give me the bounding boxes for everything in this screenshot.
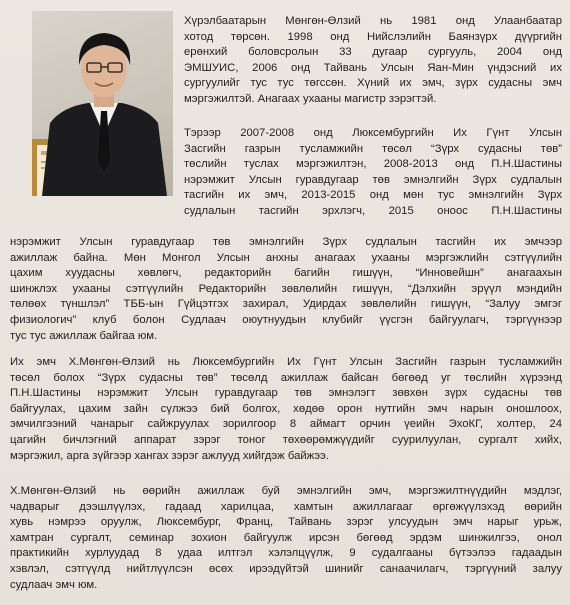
text-line: мэргэжил, арга зүйгээр хангах зэрэг ажлууд хийгдэж байжээ. <box>10 449 329 462</box>
text-line: хувь нэмрээ оруулж, Люксембург, Франц, Тайвань зэрэг улсуудын эмч нарыг урьж, <box>10 516 562 529</box>
text-line: тасгийн их эмч, 2013-2015 онд мөн тус эмнэлгийн Зүрх <box>184 189 562 202</box>
text-line: нэрэмжит Улсын гуравдугаар төв эмнэлгийн Зүрх судлалын тасгийн их эмчээр <box>10 236 562 248</box>
text-line: судлаач эмч юм. <box>10 578 98 591</box>
text-line: төслийн туслах мэргэжилтэн, 2008-2013 онд П.Н.Шастины <box>184 158 562 171</box>
achievements-paragraph <box>10 484 562 593</box>
text-line: ЭМШУИС, 2006 онд Тайвань Улсын Яан-Мин үндэсний их <box>184 61 562 74</box>
career-paragraph-continued <box>10 235 562 344</box>
text-line: нэрэмжит Улсын гуравдугаар төв эмнэлгийн Зүрх судлалын <box>184 173 562 186</box>
text-line: ерөнхий боловсролын 33 дугаар сургууль, 2004 онд <box>184 46 562 59</box>
text-line: судлалын тасгийн эрхлэгч, 2015 оноос П.Н.Шастины <box>184 204 562 217</box>
text-line: эмчилгээний чанарыг сайжруулах зорилгоор 8 аймагт орчин үеийн ЭхоКГ, холтер, 24 <box>10 418 562 431</box>
text-line: мэргэжилтэй. Анагаах ухааны магистр зэрэгтэй. <box>184 92 437 105</box>
text-line: ажиллаж байна. Мөн Монгол Улсын анхны анагаах ухааны мэргэжлийн сэтгүүлийн <box>10 251 562 264</box>
project-paragraph <box>10 355 562 464</box>
text-line: сургуулийг тус тус төгссөн. Хүний их эмч, зүрх судасны эмч <box>184 77 562 90</box>
bio-paragraph-1 <box>184 14 562 108</box>
text-line: шинжлэх ухааны сэтгүүлийн Редакторийн зөвлөлийн гишүүн, “Дэлхийн эрүүл мэндийн <box>10 282 562 295</box>
career-paragraph <box>184 126 562 220</box>
text-line: Хүрэлбаатарын Мөнгөн-Өлзий нь 1981 онд Улаанбаатар <box>184 15 562 27</box>
text-line: хэвлэл, сэтгүүлд нийтлүүлсэн өсөх ирээдүйтэй шинийг санаачилагч, тэргүүний залуу <box>10 562 562 575</box>
portrait-illustration <box>32 11 173 196</box>
text-line: хамтран сургалт, семинар зохион байгуулж ирсэн бөгөөд эрдэм шинжилгээ, онол <box>10 531 562 544</box>
text-line: Тэрээр 2007-2008 онд Люксембургийн Их Гүнт Улсын <box>184 127 562 139</box>
portrait-photo <box>32 11 173 196</box>
text-line: цахим хуудасны хөвлөгч, редакторийн багийн гишүүн, “Инновейшн” анагаахын <box>10 267 562 280</box>
text-line: тус тус ажиллаж байгаа юм. <box>10 329 158 342</box>
text-line: практикийн хурлуудад 8 удаа илтгэл хэлэлцүүлж, 9 судалгааны бүтээлээ гадаадын <box>10 547 562 560</box>
text-line: чадварыг дээшлүүлэх, гадаад харилцаа, хамтын ажиллагааг өргөжүүлэхэд өөрийн <box>10 500 562 513</box>
text-line: П.Н.Шастины нэрэмжит Улсын гуравдугаар төв эмнэлэгт зөвхөн зүрх судасны төв <box>10 387 562 400</box>
text-line: физиологич” клуб болон Судлаач оюутнуудын клубийг үүсгэн байгуулагч, тэргүүнээр <box>10 313 562 326</box>
text-line: байгуулах, цахим зайн сүлжээ бий болгох, хөдөө орон нутгийн эмч нарын оношлоох, <box>10 402 562 415</box>
text-line: Засгийн газрын тусламжийн төсөл “Зүрх судасны төв” <box>184 142 562 155</box>
text-line: цагийн бичлэгний аппарат зэрэг тоног төхөөрөмжүүдийг суурилуулан, сургалт хийх, <box>10 433 562 446</box>
text-line: төсөл болох “Зүрх судасны төв” төсөлд ажиллаж байсан бөгөөд уг төслийн хүрээнд <box>10 371 562 384</box>
text-line: Их эмч Х.Мөнгөн-Өлзий нь Люксембургийн Их Гүнт Улсын Засгийн газрын тусламжийн <box>10 356 562 368</box>
text-line: хотод төрсөн. 1998 онд Нийслэлийн Баянзүрх дүүргийн <box>184 30 562 43</box>
text-line: төлөөх түншлэл” ТББ-ын Гүйцэтгэх захирал, Удирдах зөвлөлийн гишүүн, “Залуу эмгэг <box>10 298 562 311</box>
text-line: Х.Мөнгөн-Өлзий нь өөрийн ажиллаж буй эмнэлгийн эмч, мэргэжилтнүүдийн мэдлэг, <box>10 485 562 497</box>
